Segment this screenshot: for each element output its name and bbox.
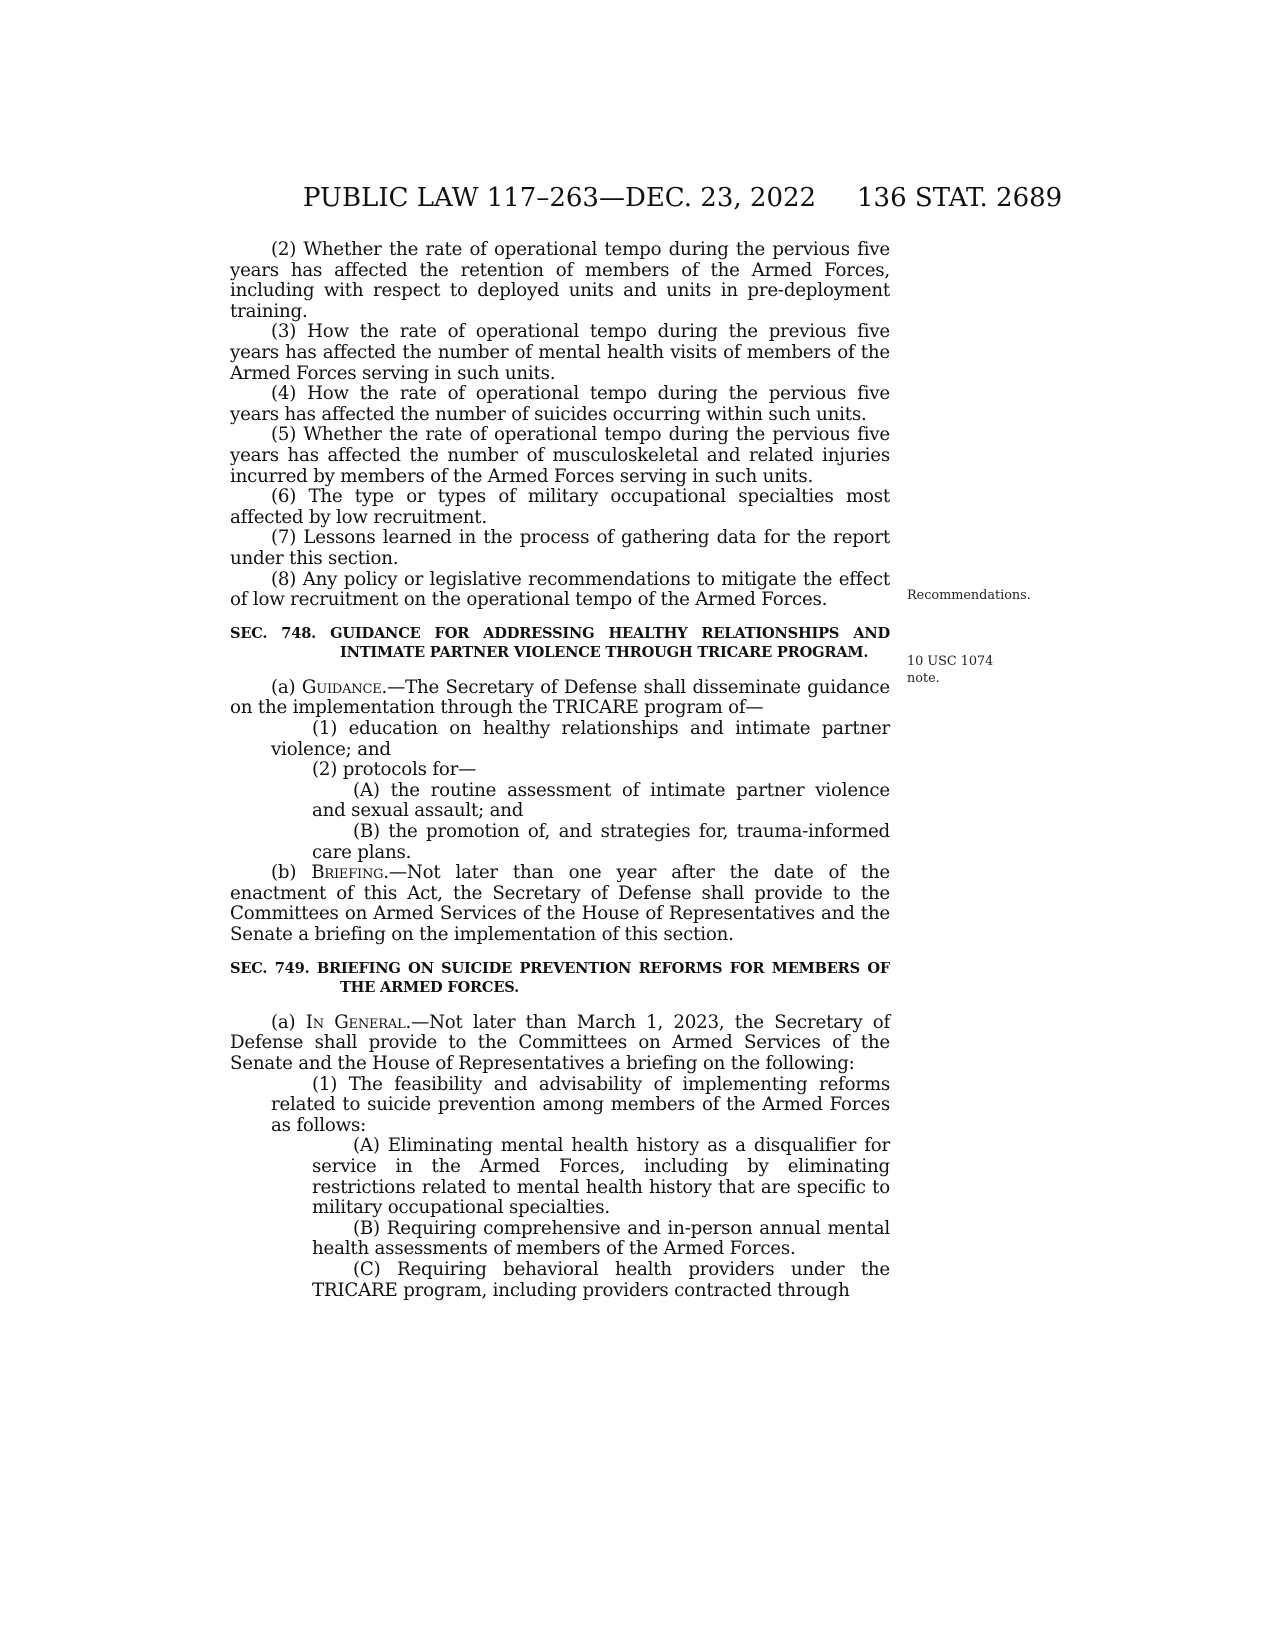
section-748-subsection-a: (a) Guidance.—The Secretary of Defense shall disseminate guidance on the implementation through the TRICARE program of—	[230, 676, 890, 719]
section-748-a-2: (2) protocols for—	[312, 759, 477, 781]
paragraph-item-4: (4) How the rate of operational tempo during the pervious five years has affected the number of suicides occurring within such units.	[230, 383, 890, 425]
section-749-heading: SEC. 749. BRIEFING ON SUICIDE PREVENTION REFORMS FOR MEMBERS OF THE ARMED FORCES.	[230, 959, 890, 997]
margin-note-recommendations: Recommendations.	[907, 588, 1031, 603]
paragraph-item-3: (3) How the rate of operational tempo during the previous five years has affected the number of mental health visits of members of the Armed Forces serving in such units.	[230, 321, 890, 384]
section-749-subsection-a: (a) In General.—Not later than March 1, 2023, the Secretary of Defense shall provide to the Committees on Armed Services of the Senate and the House of Representatives a briefing on the following:	[230, 1011, 890, 1074]
section-748-a-1: (1) education on healthy relationships and intimate partner violence; and	[271, 718, 890, 760]
section-748-a-2-B: (B) the promotion of, and strategies for, trauma-informed care plans.	[312, 821, 890, 863]
paragraph-item-5: (5) Whether the rate of operational tempo during the pervious five years has affected the number of musculoskeletal and related injuries incurred by members of the Armed Forces serving in such units.	[230, 424, 890, 487]
section-749-a-1-B: (B) Requiring comprehensive and in-person annual mental health assessments of members of the Armed Forces.	[312, 1217, 890, 1260]
paragraph-item-8: (8) Any policy or legislative recommendations to mitigate the effect of low recruitment on the operational tempo of the Armed Forces.	[230, 568, 890, 611]
paragraph-item-7: (7) Lessons learned in the process of gathering data for the report under this section.	[230, 527, 890, 569]
main-text	[230, 240, 890, 1301]
running-header-title: PUBLIC LAW 117–263—DEC. 23, 2022	[303, 183, 817, 213]
section-749-a-1: (1) The feasibility and advisability of implementing reforms related to suicide prevention among members of the Armed Forces as follows:	[271, 1073, 890, 1136]
paragraph-item-2: (2) Whether the rate of operational tempo during the pervious five years has affected the retention of members of the Armed Forces, including with respect to deployed units and units in pre-deployment training.	[230, 239, 890, 322]
section-748-a-2-A: (A) the routine assessment of intimate partner violence and sexual assault; and	[312, 779, 890, 822]
section-749-a-1-C: (C) Requiring behavioral health providers under the TRICARE program, including providers contracted through	[312, 1258, 890, 1301]
page-stat-citation: 136 STAT. 2689	[857, 183, 1063, 213]
section-749-a-1-A: (A) Eliminating mental health history as a disqualifier for service in the Armed Forces, including by eliminating restrictions related to mental health history that are specific to military occupational specialties.	[312, 1135, 890, 1219]
margin-note-usc-citation: 10 USC 1074 note.	[907, 654, 994, 686]
section-748-heading: SEC. 748. GUIDANCE FOR ADDRESSING HEALTHY RELATIONSHIPS AND INTIMATE PARTNER VIOLENCE THROUGH TRICARE PROGRAM.	[230, 624, 890, 662]
paragraph-item-6: (6) The type or types of military occupational specialties most affected by low recruitment.	[230, 486, 890, 528]
section-748-subsection-b: (b) Briefing.—Not later than one year after the date of the enactment of this Act, the Secretary of Defense shall provide to the Committees on Armed Services of the House of Representatives and the Senate a briefing on the implementation of this section.	[230, 862, 890, 945]
